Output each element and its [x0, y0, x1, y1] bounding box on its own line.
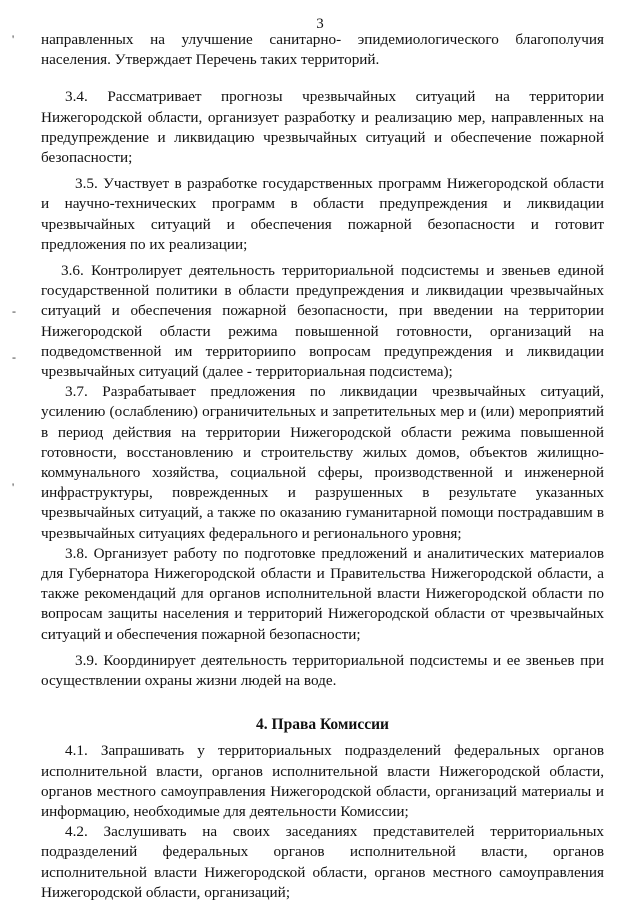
document-body	[41, 30, 604, 903]
paragraph-3-9: 3.9. Координирует деятельность территориальной подсистемы и ее звеньев при осуществлении охраны жизни людей на воде.	[41, 651, 604, 690]
margin-mark: '	[12, 32, 15, 46]
margin-mark: -	[12, 304, 16, 318]
paragraph-3-8: 3.8. Организует работу по подготовке предложений и аналитических материалов для Губернатора Нижегородской области и Правительства Нижегородской области, а также рекомендаций для органов исполнительной власти Нижегородской области по вопросам защиты населения и территорий Нижегородской области от чрезвычайных ситуаций и обеспечения пожарной безопасности;	[41, 544, 604, 643]
paragraph-3-7: 3.7. Разрабатывает предложения по ликвидации чрезвычайных ситуаций, усилению (ослаблению) ограничительных и запретительных мер и (или) мероприятий в период действия на территории Нижегородской области режима повышенной готовности, восстановлению и строительству жилых домов, объектов жилищно-коммунального хозяйства, социальной сферы, производственной и инженерной инфраструктуры, поврежденных и разрушенных в результате указанных чрезвычайных ситуаций, а также по оказанию гуманитарной помощи пострадавшим в чрезвычайных ситуациях федерального и регионального уровня;	[41, 383, 604, 542]
paragraph-4-1: 4.1. Запрашивать у территориальных подразделений федеральных органов исполнительной власти, органов исполнительной власти Нижегородской области, органов местного самоуправления Нижегородской области, организаций материалы и информацию, необходимые для деятельности Комиссии;	[41, 742, 604, 820]
section-title: 4. Права Комиссии	[256, 716, 389, 734]
paragraph-3-4: 3.4. Рассматривает прогнозы чрезвычайных ситуаций на территории Нижегородской области, организует разработку и реализацию мер, направленных на предупреждение и ликвидацию чрезвычайных ситуаций и обеспечение пожарной безопасности;	[41, 88, 604, 167]
page-number: 3	[316, 16, 324, 32]
paragraph-4-2: 4.2. Заслушивать на своих заседаниях представителей территориальных подразделений федеральных органов исполнительной власти, органов исполнительной власти Нижегородской области, органов местного самоуправления Нижегородской области, организаций;	[41, 823, 604, 901]
margin-mark: '	[12, 480, 15, 494]
margin-mark: -	[12, 350, 16, 364]
paragraph-3-5: 3.5. Участвует в разработке государственных программ Нижегородской области и научно-технических программ в области предупреждения и ликвидации чрезвычайных ситуаций и обеспечения пожарной безопасности и готовит предложения по их реализации;	[41, 175, 604, 253]
paragraph-3-6: 3.6. Контролирует деятельность территориальной подсистемы и звеньев единой государственной политики в области предупреждения и ликвидации чрезвычайных ситуаций и обеспечения пожарной безопасности, при введении на территории Нижегородской области режима повышенной готовности, организаций на подведомственной им территориипо вопросам предупреждения и ликвидации чрезвычайных ситуаций (далее - территориальная подсистема);	[41, 262, 604, 381]
paragraph-continuation: направленных на улучшение санитарно- эпидемиологического благополучия населения. Утверждает Перечень таких территорий.	[41, 31, 604, 69]
